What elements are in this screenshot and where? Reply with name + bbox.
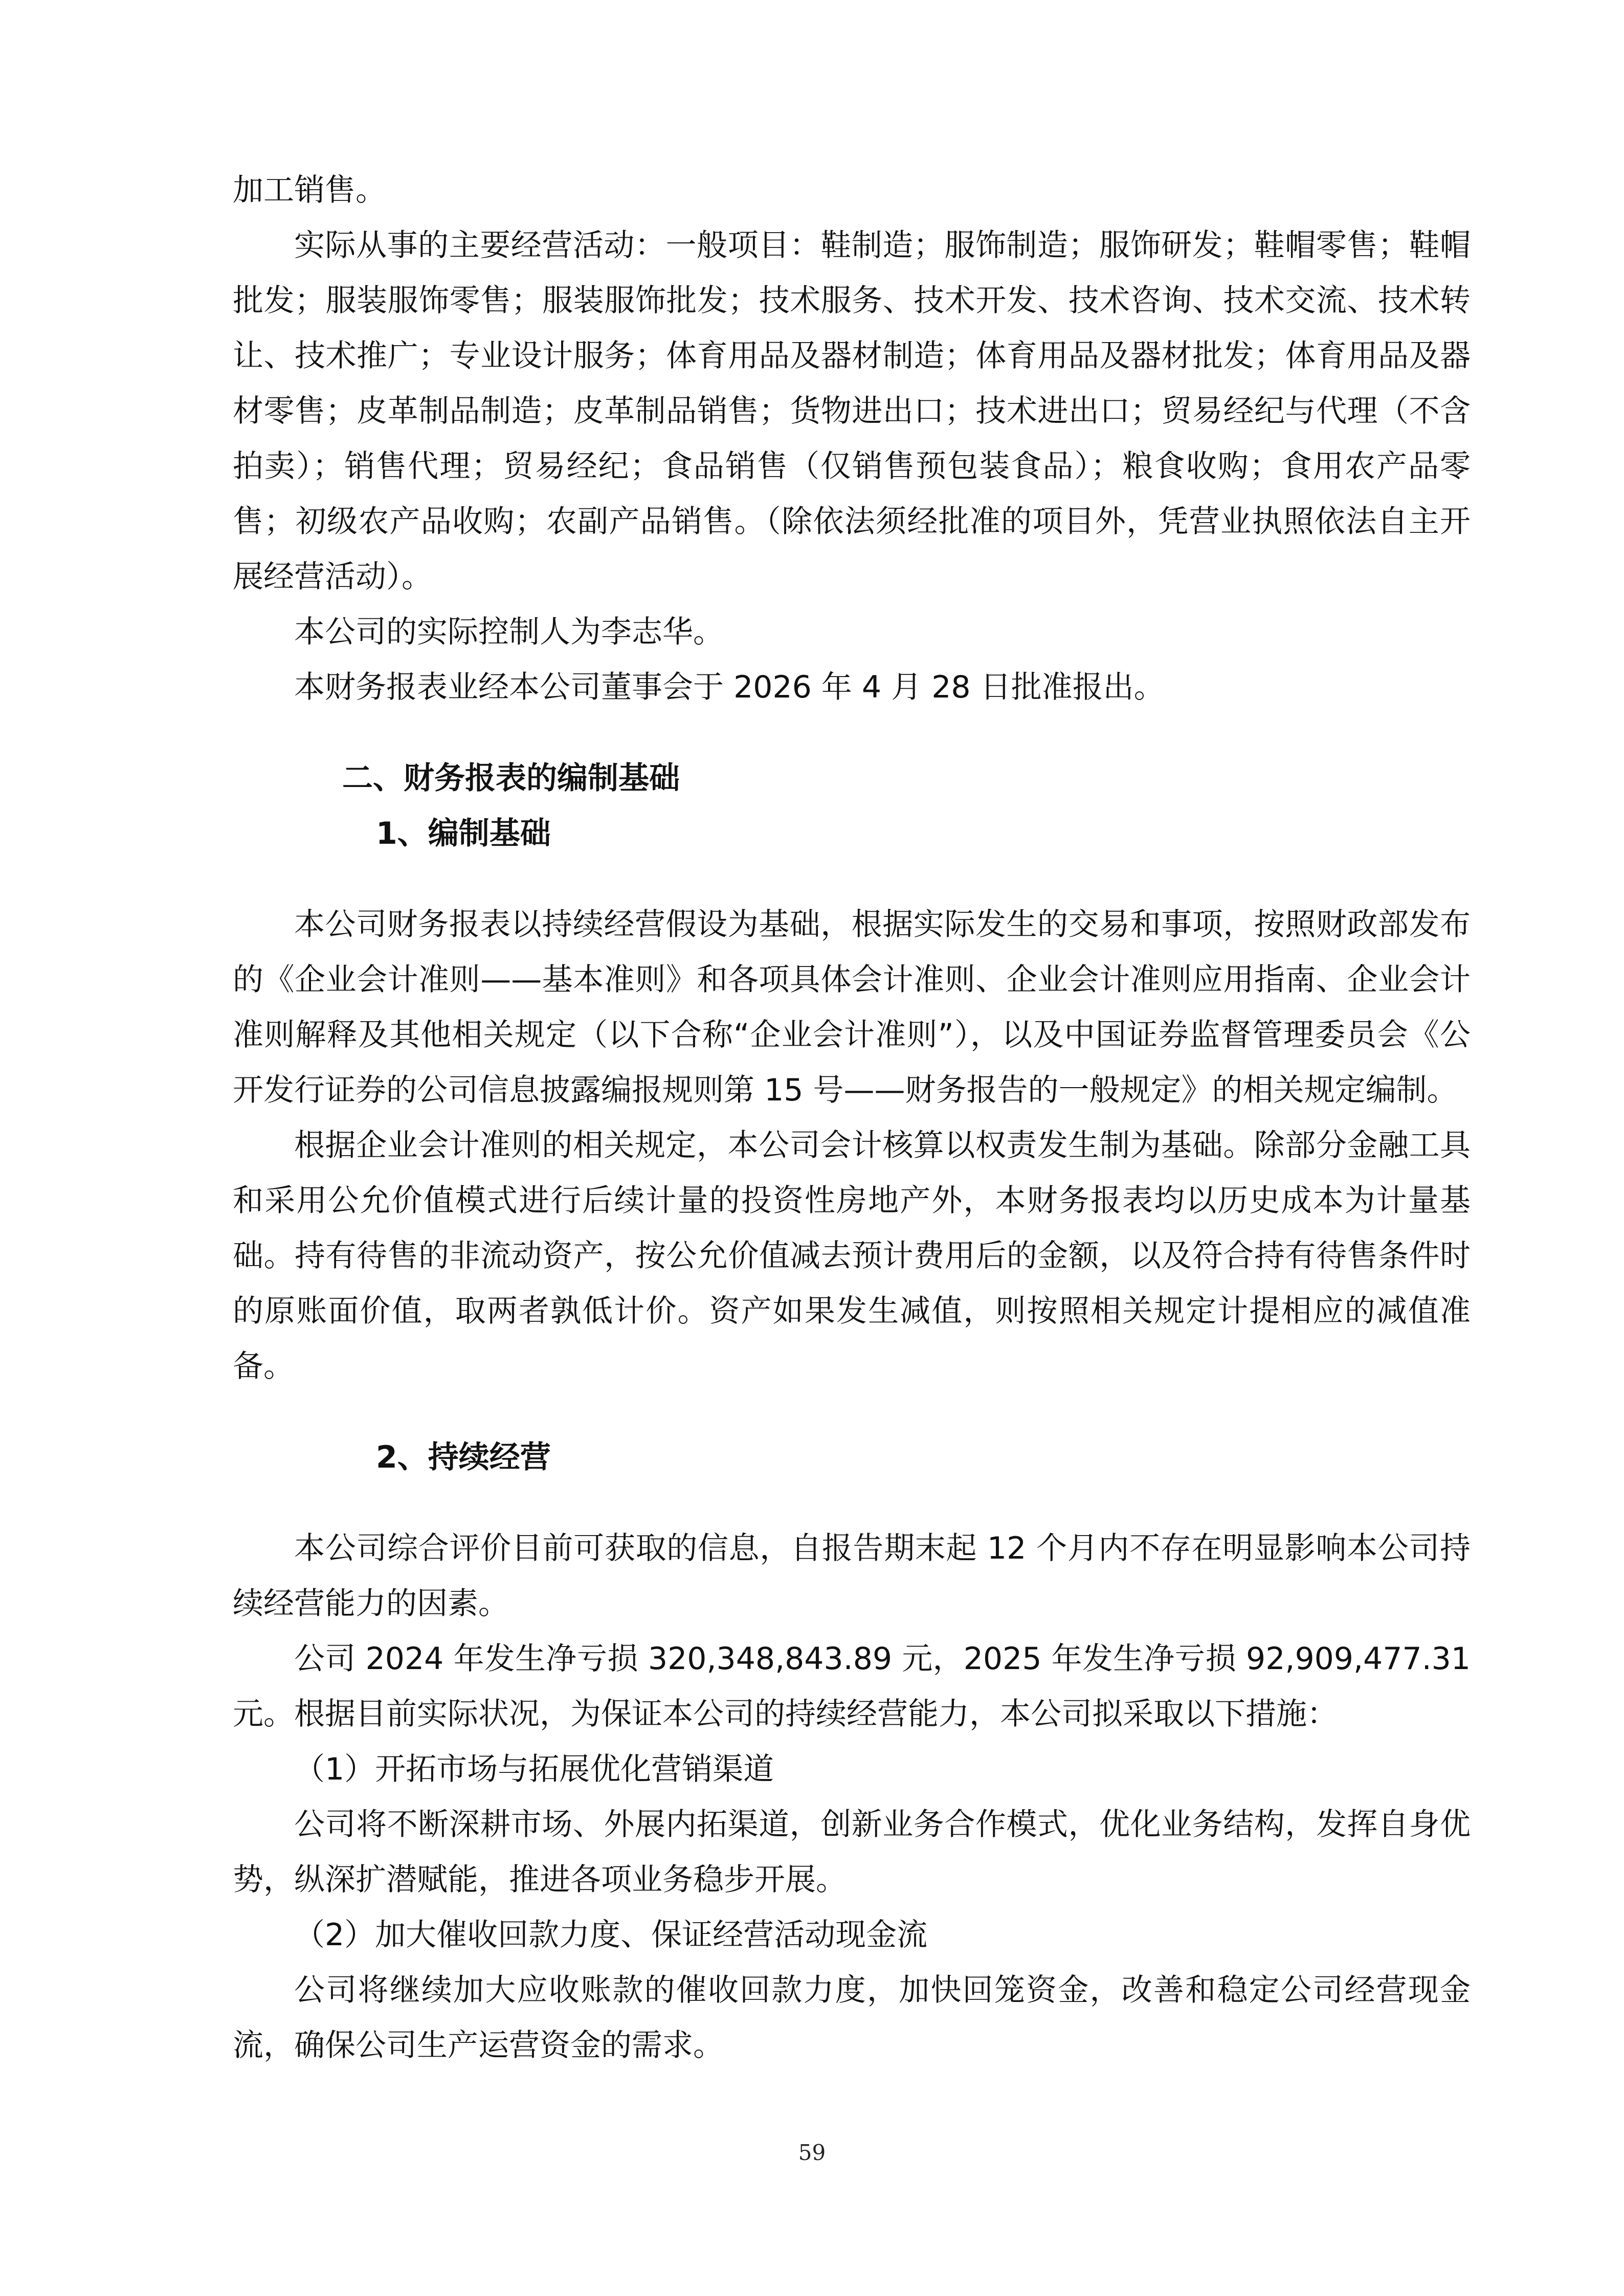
subsection-heading-going-concern: 2、持续经营 [376, 1439, 551, 1475]
spacer [233, 715, 1471, 751]
spacer [233, 1485, 1471, 1521]
paragraph-business-scope: 实际从事的主要经营活动：一般项目：鞋制造；服饰制造；服饰研发；鞋帽零售；鞋帽批发；服装服饰零售；服装服饰批发；技术服务、技术开发、技术咨询、技术交流、技术转让、技术推广；专业设计服务；体育用品及器材制造；体育用品及器材批发；体育用品及器材零售；皮革制品制造；皮革制品销售；货物进出口；技术进出口；贸易经纪与代理（不含拍卖）；销售代理；贸易经纪；食品销售（仅销售预包装食品）；粮食收购；食用农产品零售；初级农产品收购；农副产品销售。（除依法须经批准的项目外，凭营业执照依法自主开展经营活动）。 [233, 228, 1471, 595]
measure-1-title: （1）开拓市场与拓展优化营销渠道 [294, 1751, 774, 1787]
measure-1-text: 公司将不断深耕市场、外展内拓渠道，创新业务合作模式，优化业务结构，发挥自身优势，纵深扩潜赋能，推进各项业务稳步开展。 [233, 1807, 1471, 1898]
section-heading: 二、财务报表的编制基础 [342, 760, 680, 796]
measure-2-title: （2）加大催收回款力度、保证经营活动现金流 [294, 1917, 928, 1953]
page-number: 59 [798, 2140, 826, 2165]
paragraph-basis-2: 根据企业会计准则的相关规定，本公司会计核算以权责发生制为基础。除部分金融工具和采用公允价值模式进行后续计量的投资性房地产外，本财务报表均以历史成本为计量基础。持有待售的非流动资产，按公允价值减去预计费用后的金额，以及符合持有待售条件时的原账面价值，取两者孰低计价。资产如果发生减值，则按照相关规定计提相应的减值准备。 [233, 1128, 1471, 1384]
spacer [233, 1394, 1471, 1430]
measure-2-text: 公司将继续加大应收账款的催收回款力度，加快回笼资金，改善和稳定公司经营现金流，确保公司生产运营资金的需求。 [233, 1972, 1471, 2063]
paragraph-approval: 本财务报表业经本公司董事会于 2026 年 4 月 28 日批准报出。 [294, 669, 1165, 705]
paragraph-basis-1: 本公司财务报表以持续经营假设为基础，根据实际发生的交易和事项，按照财政部发布的《企业会计准则——基本准则》和各项具体会计准则、企业会计准则应用指南、企业会计准则解释及其他相关规定（以下合称“企业会计准则”），以及中国证券监督管理委员会《公开发行证券的公司信息披露编报规则第 15 号——财务报告的一般规定》的相关规定编制。 [233, 907, 1471, 1108]
paragraph-going-concern-2: 公司 2024 年发生净亏损 320,348,843.89 元，2025 年发生净亏损 92,909,477.31 元。根据目前实际状况，为保证本公司的持续经营能力，本公司拟采取以下措施： [233, 1641, 1471, 1732]
paragraph-going-concern-1: 本公司综合评价目前可获取的信息，自报告期末起 12 个月内不存在明显影响本公司持续经营能力的因素。 [233, 1530, 1471, 1622]
paragraph-controller: 本公司的实际控制人为李志华。 [294, 614, 724, 650]
spacer [233, 861, 1471, 897]
body-text [233, 163, 1471, 2073]
paragraph-intro-end: 加工销售。 [233, 172, 386, 208]
subsection-heading-basis: 1、编制基础 [376, 816, 551, 851]
